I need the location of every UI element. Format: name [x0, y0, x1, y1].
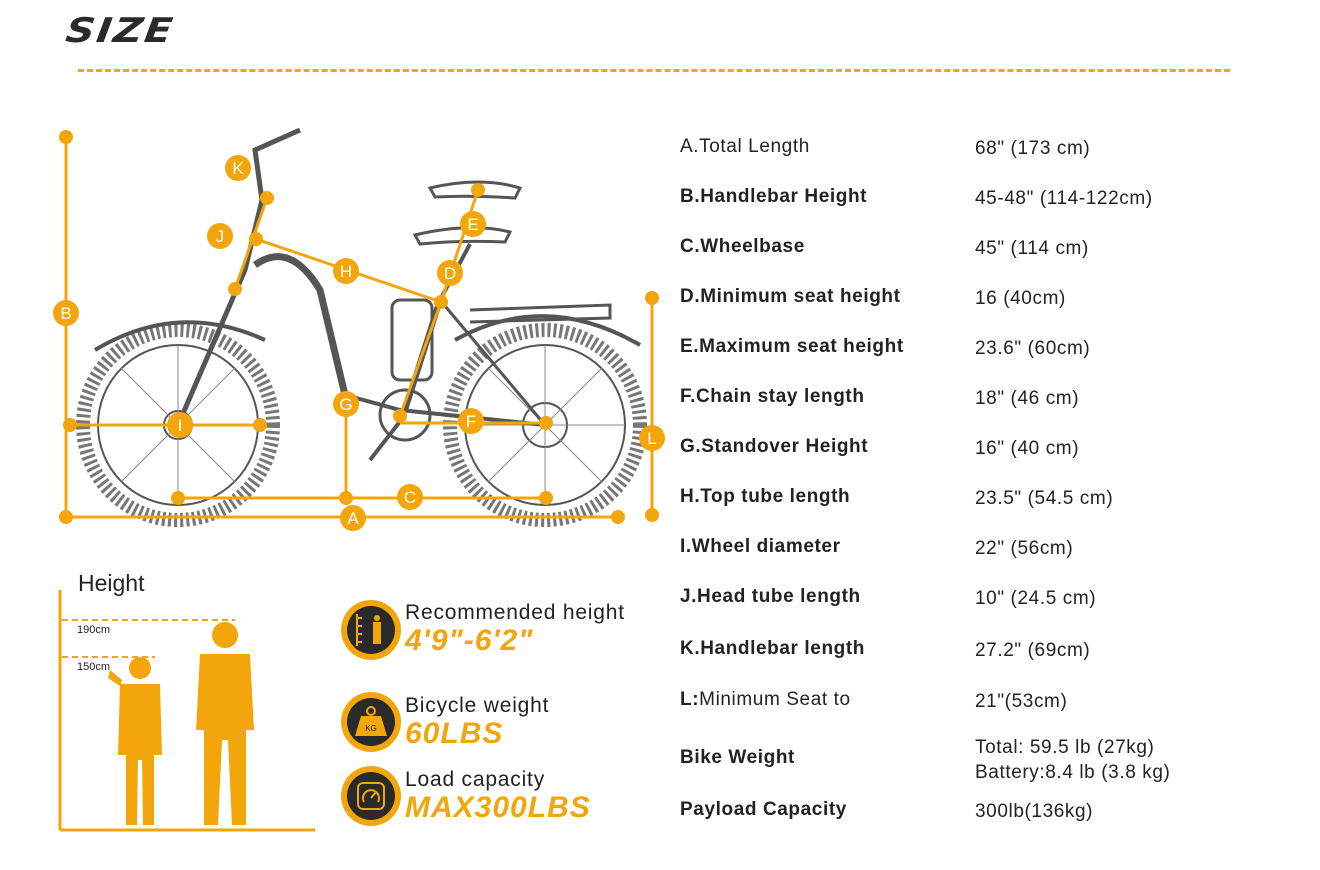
spec-value: [975, 486, 1113, 511]
badge-label-c: C: [403, 488, 417, 507]
bike-geometry-diagram: [0, 0, 680, 560]
spec-key: G.: [680, 436, 702, 457]
spec-value: [975, 136, 1090, 161]
spec-label: [680, 336, 904, 358]
dot: [249, 232, 263, 246]
badge-label-b: B: [60, 304, 72, 323]
short-person-icon: [108, 657, 162, 825]
badge-label-h: H: [339, 262, 353, 281]
recommended-height-value: 4'9"-6'2": [405, 624, 534, 657]
spec-key: F.: [680, 386, 696, 407]
spec-value-line: 23.6" (60cm): [975, 338, 1091, 359]
spec-key: C.: [680, 236, 701, 257]
spec-name: Handlebar length: [700, 638, 865, 659]
dot: [59, 510, 73, 524]
spec-value-line: Battery:8.4 lb (3.8 kg): [975, 762, 1171, 783]
spec-value-line: 23.5" (54.5 cm): [975, 488, 1114, 509]
spec-label: [680, 689, 851, 711]
spec-key: I.: [680, 536, 692, 557]
spec-value: [975, 386, 1079, 411]
spec-name: Minimum Seat to: [699, 689, 851, 710]
spec-name: Wheel diameter: [691, 536, 841, 557]
spec-value: [975, 689, 1067, 714]
spec-label: [680, 436, 868, 458]
recommended-height-label: Recommended height: [405, 601, 625, 624]
gauge-icon: [341, 766, 401, 826]
dot: [260, 191, 274, 205]
mark-150: 150cm: [77, 661, 111, 673]
spec-key: B.: [680, 186, 701, 207]
spec-value-line: 300lb(136kg): [975, 801, 1094, 822]
spec-label: [680, 536, 841, 558]
dot: [63, 418, 77, 432]
spec-value: [975, 735, 1170, 785]
spec-value-line: 10" (24.5 cm): [975, 588, 1097, 609]
dot: [393, 409, 407, 423]
bicycle-weight-label: Bicycle weight: [405, 694, 550, 717]
spec-name: Bike Weight: [680, 747, 795, 768]
height-ruler-icon: [341, 600, 401, 660]
badge-label-d: D: [443, 264, 457, 283]
spec-key: E.: [680, 336, 700, 357]
spec-name: Chain stay length: [695, 386, 865, 407]
spec-key: L:: [680, 689, 700, 710]
spec-value-line: 16" (40 cm): [975, 438, 1080, 459]
spec-label: [680, 799, 847, 821]
kg-text: KG: [365, 724, 377, 733]
dot: [253, 418, 267, 432]
weight-kg-icon: [341, 692, 401, 752]
spec-label: [680, 386, 865, 408]
bike-drawing: [83, 130, 640, 520]
spec-label: [680, 286, 901, 308]
spec-key: K.: [680, 638, 701, 659]
spec-value-line: 22" (56cm): [975, 538, 1074, 559]
badge-label-i: I: [177, 416, 183, 435]
spec-label: [680, 186, 867, 208]
spec-name: Handlebar Height: [700, 186, 868, 207]
badge-label-l: L: [647, 429, 657, 448]
badge-label-j: J: [215, 227, 225, 246]
dot: [611, 510, 625, 524]
spec-value: [975, 336, 1090, 361]
spec-name: Payload Capacity: [680, 799, 847, 820]
spec-name: Top tube length: [700, 486, 851, 507]
dot: [339, 491, 353, 505]
badge-label-e: E: [467, 215, 479, 234]
spec-name: Total Length: [699, 136, 810, 157]
dot: [471, 183, 485, 197]
spec-label: [680, 586, 861, 608]
dot: [434, 295, 448, 309]
bicycle-weight-value: 60LBS: [405, 717, 504, 750]
spec-key: J.: [680, 586, 698, 607]
spec-value: [975, 586, 1096, 611]
spec-name: Minimum seat height: [700, 286, 901, 307]
badge-label-a: A: [347, 509, 359, 528]
dot: [228, 282, 242, 296]
spec-value: [975, 286, 1066, 311]
badge-label-g: G: [339, 395, 353, 414]
load-capacity-value: MAX300LBS: [405, 791, 591, 824]
badge-label-f: F: [465, 412, 477, 431]
spec-value: [975, 799, 1093, 824]
height-title: Height: [78, 570, 145, 596]
mark-190: 190cm: [77, 624, 111, 636]
badge-label-k: K: [232, 159, 244, 178]
spec-name: Maximum seat height: [699, 336, 904, 357]
spec-value-line: 68" (173 cm): [975, 138, 1091, 159]
spec-label: [680, 236, 805, 258]
spec-name: Standover Height: [701, 436, 869, 457]
load-capacity-label: Load capacity: [405, 768, 545, 791]
spec-value-line: 16 (40cm): [975, 288, 1066, 309]
spec-value: [975, 186, 1153, 211]
height-comparison: [50, 580, 330, 840]
spec-value-line: 45-48" (114-122cm): [975, 188, 1153, 209]
spec-value: [975, 638, 1090, 663]
spec-value: [975, 536, 1073, 561]
dot: [171, 491, 185, 505]
dot: [645, 508, 659, 522]
spec-value-line: 27.2" (69cm): [975, 640, 1091, 661]
spec-name: Head tube length: [697, 586, 861, 607]
spec-label: [680, 638, 865, 660]
size-logo: SIZE: [63, 11, 177, 51]
spec-value-line: 21"(53cm): [975, 691, 1068, 712]
spec-value: [975, 236, 1089, 261]
dot: [539, 416, 553, 430]
spec-key: D.: [680, 286, 701, 307]
dot: [645, 291, 659, 305]
spec-value-line: 45" (114 cm): [975, 238, 1089, 259]
spec-name: Wheelbase: [700, 236, 805, 257]
spec-label: [680, 747, 795, 769]
spec-value: [975, 436, 1079, 461]
spec-key: H.: [680, 486, 701, 507]
spec-key: A.: [680, 136, 700, 157]
spec-value-line: 18" (46 cm): [975, 388, 1080, 409]
spec-value-line: Total: 59.5 lb (27kg): [975, 737, 1155, 758]
dot: [539, 491, 553, 505]
spec-label: [680, 486, 850, 508]
dot: [59, 130, 73, 144]
tall-person-icon: [196, 622, 254, 825]
spec-label: [680, 136, 810, 158]
